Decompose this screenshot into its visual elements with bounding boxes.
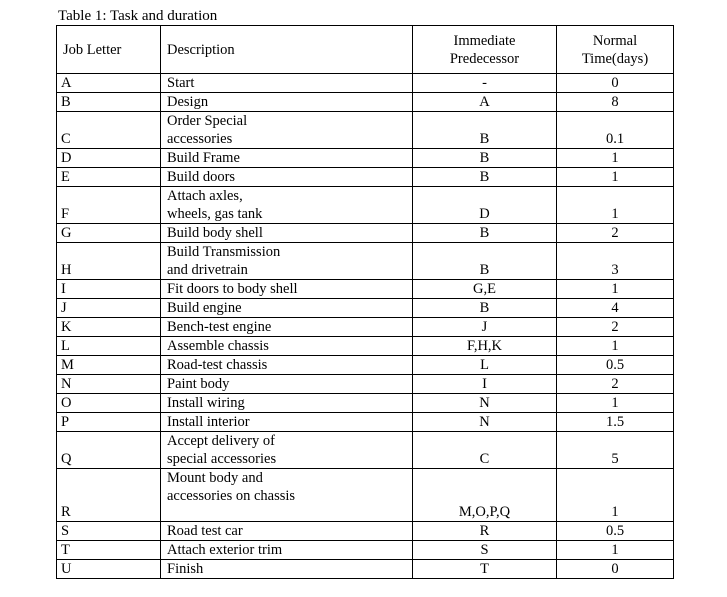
table-row bbox=[57, 74, 674, 93]
description-cell: Design bbox=[161, 93, 413, 112]
predecessor-cell: J bbox=[413, 318, 557, 337]
table-header bbox=[57, 26, 674, 74]
predecessor-cell: G,E bbox=[413, 280, 557, 299]
description-cell: Build engine bbox=[161, 299, 413, 318]
description-cell: Start bbox=[161, 74, 413, 93]
description-cell: Mount body and accessories on chassis bbox=[161, 469, 413, 522]
job-letter-cell: T bbox=[57, 541, 161, 560]
description-cell: Finish bbox=[161, 560, 413, 579]
header-immediate-predecessor: Immediate Predecessor bbox=[413, 26, 557, 74]
predecessor-cell: L bbox=[413, 356, 557, 375]
table-row bbox=[57, 149, 674, 168]
time-cell: 1.5 bbox=[557, 413, 674, 432]
description-cell: Order Special accessories bbox=[161, 112, 413, 149]
job-letter-cell: A bbox=[57, 74, 161, 93]
table-row bbox=[57, 394, 674, 413]
table-row bbox=[57, 522, 674, 541]
predecessor-cell: B bbox=[413, 149, 557, 168]
job-letter-cell: I bbox=[57, 280, 161, 299]
table-row bbox=[57, 337, 674, 356]
description-cell: Build doors bbox=[161, 168, 413, 187]
predecessor-cell: M,O,P,Q bbox=[413, 469, 557, 522]
predecessor-cell: A bbox=[413, 93, 557, 112]
description-cell: Build body shell bbox=[161, 224, 413, 243]
time-cell: 1 bbox=[557, 187, 674, 224]
job-letter-cell: C bbox=[57, 112, 161, 149]
time-cell: 2 bbox=[557, 375, 674, 394]
table-row bbox=[57, 541, 674, 560]
table-row bbox=[57, 224, 674, 243]
description-cell: Install wiring bbox=[161, 394, 413, 413]
table-row bbox=[57, 243, 674, 280]
predecessor-cell: R bbox=[413, 522, 557, 541]
header-normal-time: Normal Time(days) bbox=[557, 26, 674, 74]
time-cell: 3 bbox=[557, 243, 674, 280]
job-letter-cell: G bbox=[57, 224, 161, 243]
time-cell: 1 bbox=[557, 149, 674, 168]
predecessor-cell: I bbox=[413, 375, 557, 394]
job-letter-cell: N bbox=[57, 375, 161, 394]
job-letter-cell: Q bbox=[57, 432, 161, 469]
predecessor-cell: S bbox=[413, 541, 557, 560]
description-cell: Attach exterior trim bbox=[161, 541, 413, 560]
job-letter-cell: M bbox=[57, 356, 161, 375]
predecessor-cell: B bbox=[413, 224, 557, 243]
job-letter-cell: U bbox=[57, 560, 161, 579]
job-letter-cell: L bbox=[57, 337, 161, 356]
time-cell: 0 bbox=[557, 74, 674, 93]
time-cell: 0.1 bbox=[557, 112, 674, 149]
time-cell: 1 bbox=[557, 541, 674, 560]
table-row bbox=[57, 375, 674, 394]
predecessor-cell: B bbox=[413, 299, 557, 318]
time-cell: 0 bbox=[557, 560, 674, 579]
time-cell: 1 bbox=[557, 469, 674, 522]
time-cell: 2 bbox=[557, 318, 674, 337]
header-description: Description bbox=[161, 26, 413, 74]
job-letter-cell: P bbox=[57, 413, 161, 432]
time-cell: 1 bbox=[557, 394, 674, 413]
time-cell: 1 bbox=[557, 337, 674, 356]
header-job-letter: Job Letter bbox=[57, 26, 161, 74]
table-row bbox=[57, 318, 674, 337]
job-letter-cell: H bbox=[57, 243, 161, 280]
time-cell: 2 bbox=[557, 224, 674, 243]
table-caption: Table 1: Task and duration bbox=[58, 8, 218, 24]
description-cell: Install interior bbox=[161, 413, 413, 432]
table-row bbox=[57, 413, 674, 432]
time-cell: 1 bbox=[557, 168, 674, 187]
predecessor-cell: T bbox=[413, 560, 557, 579]
description-cell: Build Transmission and drivetrain bbox=[161, 243, 413, 280]
table-row bbox=[57, 560, 674, 579]
table-row bbox=[57, 168, 674, 187]
job-letter-cell: F bbox=[57, 187, 161, 224]
table-row bbox=[57, 187, 674, 224]
table-body bbox=[57, 74, 674, 579]
description-cell: Assemble chassis bbox=[161, 337, 413, 356]
time-cell: 4 bbox=[557, 299, 674, 318]
description-cell: Build Frame bbox=[161, 149, 413, 168]
predecessor-cell: C bbox=[413, 432, 557, 469]
task-duration-table bbox=[56, 25, 674, 579]
description-cell: Road test car bbox=[161, 522, 413, 541]
table-row bbox=[57, 356, 674, 375]
table-row bbox=[57, 93, 674, 112]
predecessor-cell: B bbox=[413, 112, 557, 149]
time-cell: 0.5 bbox=[557, 522, 674, 541]
description-cell: Accept delivery of special accessories bbox=[161, 432, 413, 469]
time-cell: 5 bbox=[557, 432, 674, 469]
predecessor-cell: B bbox=[413, 243, 557, 280]
description-cell: Bench-test engine bbox=[161, 318, 413, 337]
predecessor-cell: F,H,K bbox=[413, 337, 557, 356]
job-letter-cell: B bbox=[57, 93, 161, 112]
table-row bbox=[57, 469, 674, 522]
job-letter-cell: R bbox=[57, 469, 161, 522]
job-letter-cell: K bbox=[57, 318, 161, 337]
table-row bbox=[57, 432, 674, 469]
job-letter-cell: E bbox=[57, 168, 161, 187]
predecessor-cell: - bbox=[413, 74, 557, 93]
job-letter-cell: O bbox=[57, 394, 161, 413]
job-letter-cell: S bbox=[57, 522, 161, 541]
predecessor-cell: N bbox=[413, 413, 557, 432]
description-cell: Road-test chassis bbox=[161, 356, 413, 375]
table-row bbox=[57, 112, 674, 149]
job-letter-cell: D bbox=[57, 149, 161, 168]
predecessor-cell: D bbox=[413, 187, 557, 224]
table-row bbox=[57, 299, 674, 318]
job-letter-cell: J bbox=[57, 299, 161, 318]
description-cell: Fit doors to body shell bbox=[161, 280, 413, 299]
predecessor-cell: N bbox=[413, 394, 557, 413]
time-cell: 8 bbox=[557, 93, 674, 112]
description-cell: Paint body bbox=[161, 375, 413, 394]
table-row bbox=[57, 280, 674, 299]
time-cell: 0.5 bbox=[557, 356, 674, 375]
time-cell: 1 bbox=[557, 280, 674, 299]
predecessor-cell: B bbox=[413, 168, 557, 187]
description-cell: Attach axles, wheels, gas tank bbox=[161, 187, 413, 224]
